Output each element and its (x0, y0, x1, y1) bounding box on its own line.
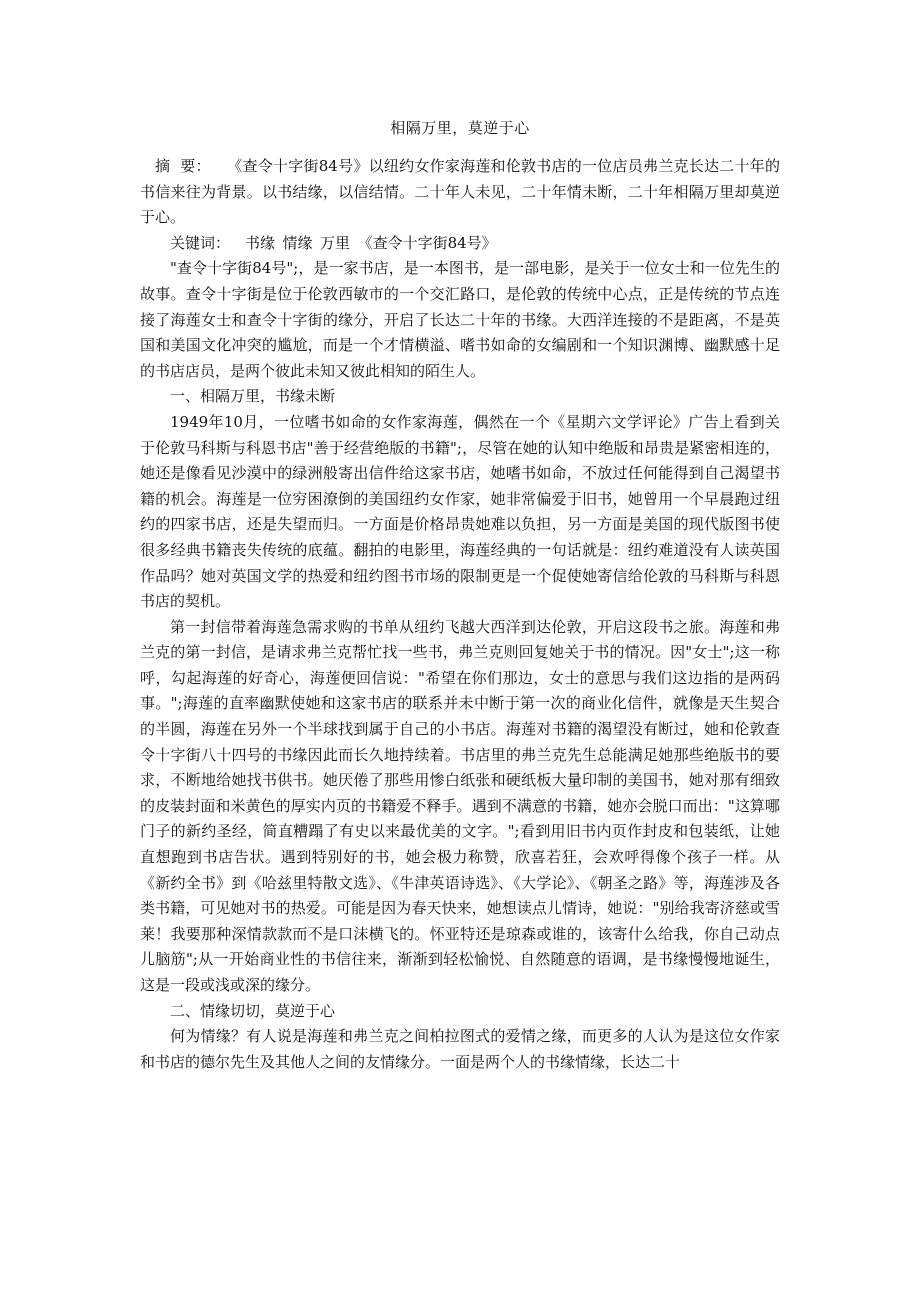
abstract-label: 摘 要： (155, 157, 211, 175)
keyword: 情缘 (282, 233, 313, 252)
keyword: 万里 (320, 233, 351, 252)
section-heading: 二、情缘切切，莫逆于心 (170, 1001, 336, 1020)
keyword: 书缘 (245, 233, 276, 252)
section-heading: 一、相隔万里，书缘未断 (170, 387, 336, 406)
body-paragraph: 1949年10月，一位嗜书如命的女作家海莲，偶然在一个《星期六文学评论》广告上看到关于伦敦马科斯与科恩书店"善于经营绝版的书籍";，尽管在她的认知中绝版和昂贵是紧密相连的，她还是像看见沙漠中的绿洲般寄出信件给这家书店，她嗜书如命，不放过任何能得到自己渴望书籍的机会。海莲是一位穷困潦倒的美国纽约女作家，她非常偏爱于旧书，她曾用一个早晨跑过纽约的四家书店，还是失望而归。一方面是价格昂贵她难以负担，另一方面是美国的现代版图书使很多经典书籍丧失传统的底蕴。翻拍的电影里，海莲经典的一句话就是：纽约难道没有人读英国作品吗？她对英国文学的热爱和纽约图书市场的限制更是一个促使她寄信给伦敦的马科斯与科恩书店的契机。 (140, 412, 780, 611)
body-paragraph: 第一封信带着海莲急需求购的书单从纽约飞越大西洋到达伦敦，开启这段书之旅。海莲和弗兰克的第一封信，是请求弗兰克帮忙找一些书，弗兰克则回复她关于书的情况。因"女士";这一称呼，勾起海莲的好奇心，海莲便回信说："希望在你们那边，女士的意思与我们这边指的是两码事。";海莲的直率幽默使她和这家书店的联系并未中断于第一次的商业化信件，就像是天生契合的半圆，海莲在另外一个半球找到属于自己的小书店。海莲对书籍的渴望没有断过，她和伦敦查令十字街八十四号的书缘因此而长久地持续着。书店里的弗兰克先生总能满足她那些绝版书的要求，不断地给她找书供书。她厌倦了那些用惨白纸张和硬纸板大量印制的美国书，她对那有细致的皮装封面和米黄色的厚实内页的书籍爱不释手。遇到不满意的书籍，她亦会脱口而出："这算哪门子的新约圣经，简直糟蹋了有史以来最优美的文字。";看到用旧书内页作封皮和包装纸，让她直想跑到书店告状。遇到特别好的书，她会极力称赞，欣喜若狂，会欢呼得像个孩子一样。从《新约全书》到《哈兹里特散文选》、《牛津英语诗选》、《大学论》、《朝圣之路》等，海莲涉及各类书籍，可见她对书的热爱。可能是因为春天快来，她想读点儿情诗，她说："别给我寄济慈或雪莱！我要那种深情款款而不是口沫横飞的。怀亚特还是琼森或谁的，该寄什么给我，你自己动点儿脑筋";从一开始商业性的书信往来，渐渐到轻松愉悦、自然随意的语调，是书缘慢慢地诞生，这是一段或浅或深的缘分。 (140, 617, 780, 994)
document-title: 相隔万里，莫逆于心 (390, 119, 530, 137)
keyword: 《查令十字街84号》 (357, 233, 497, 252)
abstract-paragraph (140, 154, 780, 231)
body-paragraph: "查令十字街84号";，是一家书店，是一本图书，是一部电影，是关于一位女士和一位先生的故事。查令十字街是位于伦敦西敏市的一个交汇路口，是伦敦的传统中心点，正是传统的节点连接了海莲女士和查令十字街的缘分，开启了长达二十年的书缘。大西洋连接的不是距离，不是英国和美国文化冲突的尴尬，而是一个才情横溢、嗜书如命的女编剧和一个知识渊博、幽默感十足的书店店员，是两个彼此未知又彼此相知的陌生人。 (140, 259, 780, 380)
keywords-label: 关键词： (170, 233, 231, 252)
body-paragraph: 何为情缘？有人说是海莲和弗兰克之间柏拉图式的爱情之缘，而更多的人认为是这位女作家和书店的德尔先生及其他人之间的友情缘分。一面是两个人的书缘情缘，长达二十 (140, 1027, 780, 1071)
document-body (140, 154, 780, 1075)
abstract-text: 《查令十字街84号》以纽约女作家海莲和伦敦书店的一位店员弗兰克长达二十年的书信来往为背景。以书结缘，以信结情。二十年人未见，二十年情未断，二十年相隔万里却莫逆于心。 (140, 157, 780, 227)
keywords-paragraph (140, 231, 780, 257)
